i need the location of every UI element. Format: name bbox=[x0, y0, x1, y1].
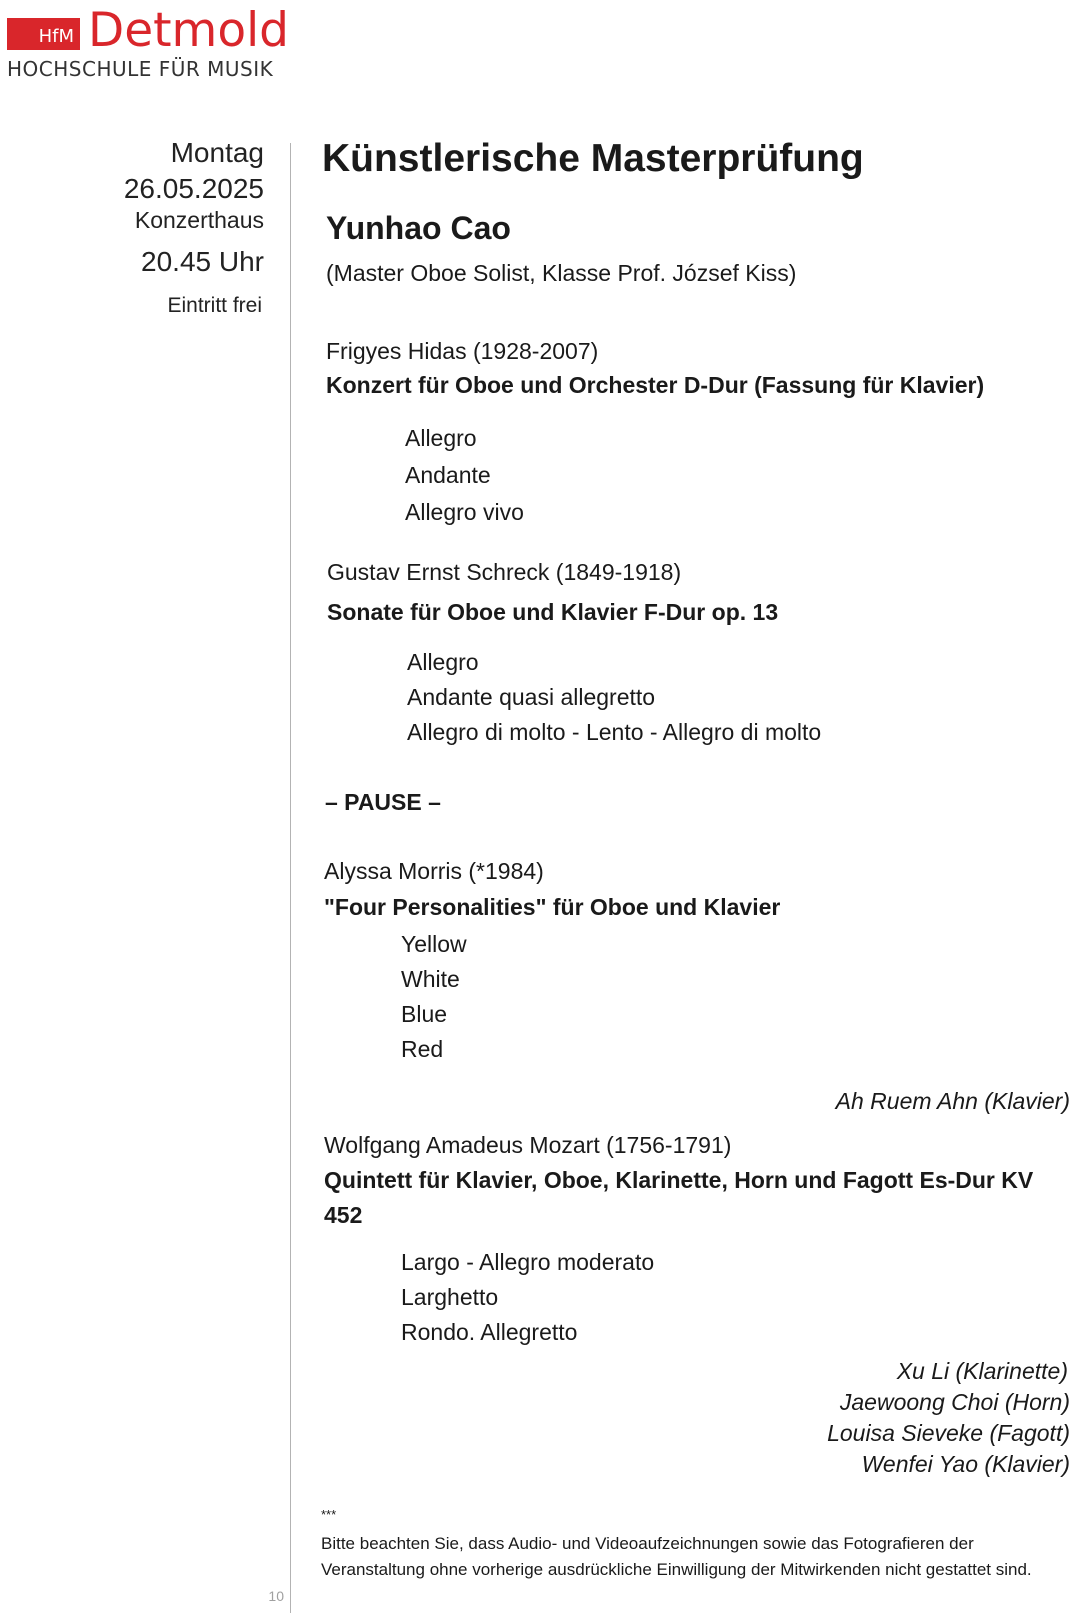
pause-label: – PAUSE – bbox=[325, 789, 441, 815]
movement: Red bbox=[401, 1036, 444, 1062]
movement: White bbox=[401, 966, 460, 992]
logo-subtitle: HOCHSCHULE FÜR MUSIK bbox=[7, 57, 274, 81]
performer-credit: Xu Li (Klarinette) bbox=[896, 1358, 1068, 1384]
composer-schreck: Gustav Ernst Schreck (1849-1918) bbox=[327, 559, 682, 585]
event-admission: Eintritt frei bbox=[167, 294, 262, 317]
movement: Larghetto bbox=[401, 1284, 499, 1310]
movement: Andante quasi allegretto bbox=[407, 684, 656, 710]
movement: Blue bbox=[401, 1001, 448, 1027]
performer-credit: Louisa Sieveke (Fagott) bbox=[827, 1420, 1070, 1446]
footer-note: Bitte beachten Sie, dass Audio- und Videoaufzeichnungen sowie das Fotografieren der Veranstaltung ohne vorherige ausdrückliche Einwilligung der Mitwirkenden nicht gestattet sind. bbox=[321, 1534, 1032, 1579]
column-divider bbox=[290, 143, 291, 1613]
event-venue: Konzerthaus bbox=[134, 207, 264, 233]
movement: Rondo. Allegretto bbox=[401, 1319, 578, 1345]
movement: Andante bbox=[405, 462, 491, 488]
work-mozart-line2: 452 bbox=[324, 1202, 363, 1228]
composer-hidas: Frigyes Hidas (1928-2007) bbox=[326, 338, 599, 364]
event-day: Montag bbox=[170, 137, 264, 168]
composer-morris: Alyssa Morris (*1984) bbox=[324, 858, 544, 884]
movement: Allegro bbox=[407, 649, 479, 675]
work-morris: "Four Personalities" für Oboe und Klavier bbox=[324, 894, 781, 920]
page-title: Künstlerische Masterprüfung bbox=[322, 137, 864, 180]
performer-name: Yunhao Cao bbox=[326, 210, 511, 246]
composer-mozart: Wolfgang Amadeus Mozart (1756-1791) bbox=[324, 1132, 732, 1158]
performer-credit: Jaewoong Choi (Horn) bbox=[839, 1389, 1070, 1415]
work-mozart-line1: Quintett für Klavier, Oboe, Klarinette, Horn und Fagott Es-Dur KV bbox=[324, 1167, 1034, 1193]
logo-name: Detmold bbox=[88, 3, 289, 58]
performer-credit: Wenfei Yao (Klavier) bbox=[861, 1451, 1070, 1477]
logo-hfm-box bbox=[7, 18, 80, 50]
work-hidas: Konzert für Oboe und Orchester D-Dur (Fassung für Klavier) bbox=[326, 372, 985, 398]
event-date: 26.05.2025 bbox=[123, 173, 264, 204]
performer-credit: Ah Ruem Ahn (Klavier) bbox=[835, 1088, 1070, 1114]
footer-separator: *** bbox=[321, 1507, 337, 1522]
movement: Allegro di molto - Lento - Allegro di molto bbox=[407, 719, 822, 745]
movement: Largo - Allegro moderato bbox=[401, 1249, 655, 1275]
logo-hfm-text: HfM bbox=[38, 26, 74, 47]
page-number: 10 bbox=[268, 1588, 284, 1604]
movement: Allegro bbox=[405, 425, 477, 451]
event-time: 20.45 Uhr bbox=[141, 246, 264, 277]
performer-description: (Master Oboe Solist, Klasse Prof. József Kiss) bbox=[326, 260, 797, 286]
work-schreck: Sonate für Oboe und Klavier F-Dur op. 13 bbox=[327, 599, 779, 625]
movement: Allegro vivo bbox=[405, 499, 524, 525]
movement: Yellow bbox=[401, 931, 467, 957]
